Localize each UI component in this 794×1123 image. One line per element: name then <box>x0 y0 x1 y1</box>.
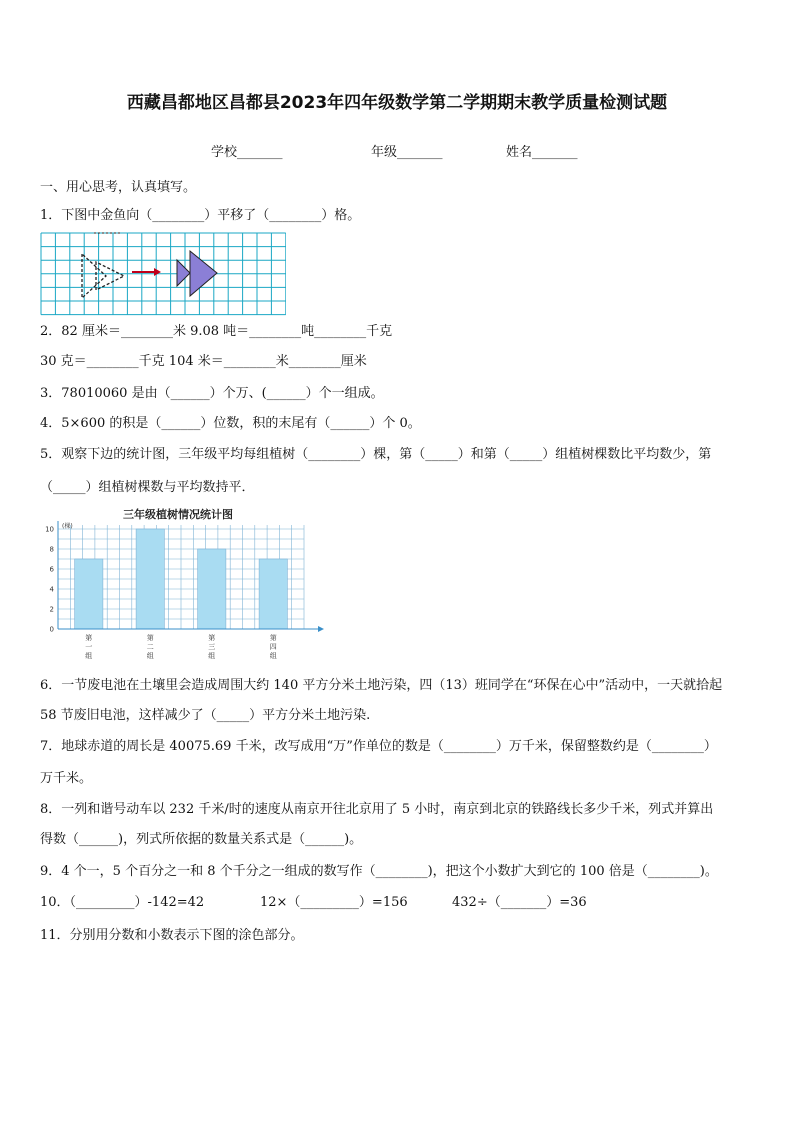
chart-x-tick-label: 第 <box>85 634 93 642</box>
question-10-part-b: 12×（_________）=156 <box>260 895 408 910</box>
chart-bar <box>259 559 287 629</box>
arrowhead <box>154 268 161 276</box>
section-heading: 一、用心思考，认真填写。 <box>40 180 197 195</box>
moved-fish-body <box>177 260 190 286</box>
chart-x-tick-label: 组 <box>85 652 93 660</box>
chart-y-tick-label: 6 <box>49 565 54 574</box>
question-4: 4．5×600 的积是（______）位数，积的末尾有（______）个 0。 <box>40 416 421 431</box>
chart-x-tick-labels <box>85 633 277 660</box>
question-6-line-2: 58 节废旧电池，这样减少了（_____）平方分米土地污染. <box>40 708 371 723</box>
chart-x-tick-label: 第 <box>269 634 277 642</box>
question-8-line-1: 8．一列和谐号动车以 232 千米/时的速度从南京开往北京用了 5 小时，南京到北京的铁路线长多少千米，列式并算出 <box>40 802 714 817</box>
chart-y-tick-labels <box>45 526 54 634</box>
question-2-line-1: 2．82 厘米＝________米 9.08 吨＝________吨________千克 <box>40 324 393 339</box>
chart-bar <box>198 549 226 629</box>
question-11: 11．分别用分数和小数表示下图的涂色部分。 <box>40 928 304 943</box>
chart-y-tick-label: 4 <box>49 585 54 594</box>
school-field: 学校_______ <box>211 145 283 160</box>
grade-field: 年级_______ <box>371 145 443 160</box>
fish-grid-figure <box>40 232 286 316</box>
chart-y-tick-label: 10 <box>45 525 54 534</box>
chart-x-tick-label: 组 <box>269 652 277 660</box>
question-10-part-c: 432÷（_______）=36 <box>452 895 587 910</box>
chart-x-tick-label: 第 <box>146 634 154 642</box>
chart-x-axis-arrow <box>318 626 324 632</box>
chart-y-tick-label: 8 <box>49 545 54 554</box>
original-fish-tail-outline <box>96 262 124 290</box>
chart-x-tick-label: 第 <box>208 634 216 642</box>
question-7-line-2: 万千米。 <box>40 771 93 786</box>
chart-title: 三年级植树情况统计图 <box>123 508 233 521</box>
chart-x-tick-label: 二 <box>146 643 154 651</box>
chart-y-unit: (棵) <box>62 523 73 530</box>
chart-x-tick-label: 组 <box>146 652 154 660</box>
chart-y-tick-label: 2 <box>49 605 54 614</box>
name-field: 姓名_______ <box>506 145 578 160</box>
question-2-line-2: 30 克＝________千克 104 米＝________米________厘米 <box>40 354 367 369</box>
chart-bar <box>75 559 103 629</box>
tree-planting-bar-chart <box>42 502 326 662</box>
chart-x-tick-label: 三 <box>208 643 216 651</box>
chart-x-tick-label: 组 <box>208 652 216 660</box>
question-1: 1．下图中金鱼向（________）平移了（________）格。 <box>40 208 361 223</box>
question-8-line-2: 得数（______)，列式所依据的数量关系式是（______)。 <box>40 832 363 847</box>
moved-fish-head <box>190 251 217 296</box>
page-title: 西藏昌都地区昌都县2023年四年级数学第二学期期末教学质量检测试题 <box>126 93 668 113</box>
chart-x-tick-label: 四 <box>269 643 277 651</box>
question-6-line-1: 6．一节废电池在土壤里会造成周围大约 140 平方分米土地污染，四（13）班同学在“环保在心中”活动中，一天就拾起 <box>40 678 723 693</box>
question-9: 9．4 个一，5 个百分之一和 8 个千分之一组成的数写作（________)，把这个小数扩大到它的 100 倍是（________)。 <box>40 864 718 879</box>
grid-lines <box>41 233 286 315</box>
question-5-line-2: （_____）组植树棵数与平均数持平． <box>40 480 255 495</box>
question-10-part-a: 10．（_________）-142=42 <box>40 895 205 910</box>
question-3: 3．78010060 是由（______）个万、(______）个一组成。 <box>40 386 384 401</box>
chart-y-tick-label: 0 <box>49 625 54 634</box>
chart-x-tick-label: 一 <box>85 643 93 651</box>
question-5-line-1: 5．观察下边的统计图，三年级平均每组植树（________）棵，第（_____）和第（_____）组植树棵数比平均数少，第 <box>40 447 712 462</box>
question-7-line-1: 7．地球赤道的周长是 40075.69 千米，改写成用“万”作单位的数是（________）万千米，保留整数约是（________） <box>40 739 717 754</box>
chart-bar <box>136 529 164 629</box>
